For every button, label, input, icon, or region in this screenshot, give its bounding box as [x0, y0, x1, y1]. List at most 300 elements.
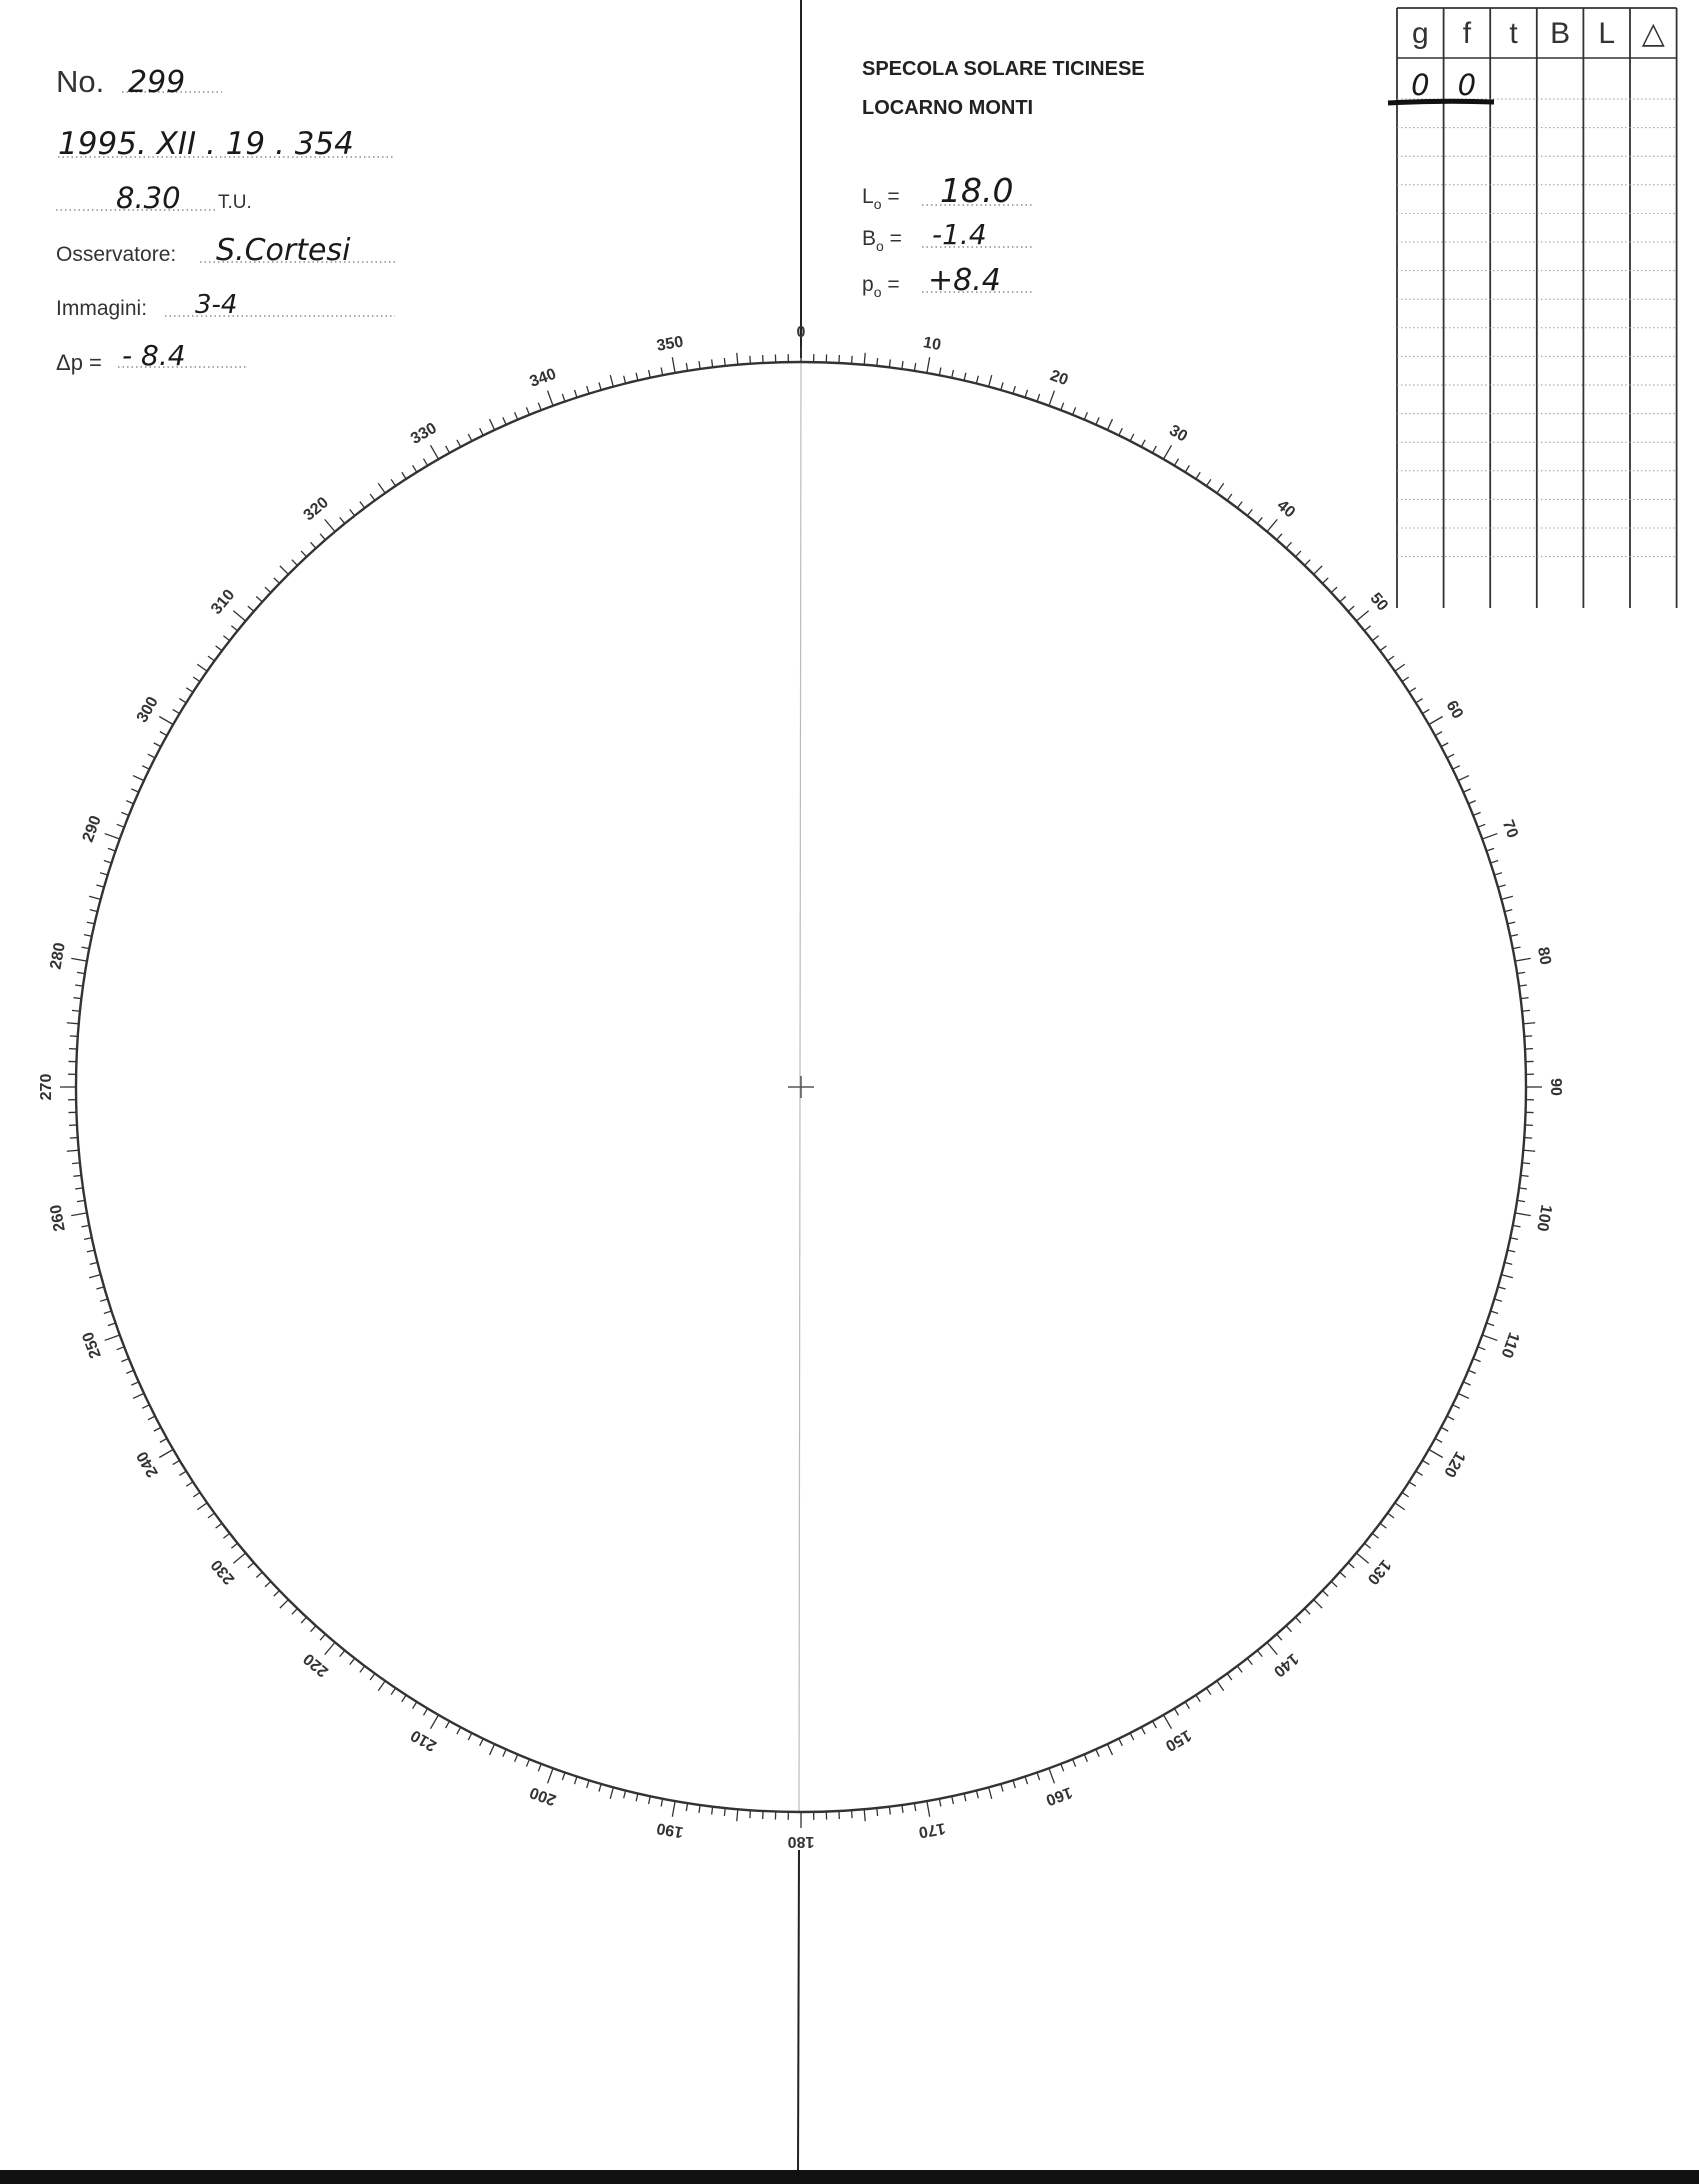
degree-tick	[1196, 472, 1200, 479]
degree-tick	[1331, 1581, 1337, 1586]
degree-tick	[1323, 578, 1329, 584]
degree-tick	[1013, 1780, 1015, 1788]
degree-tick	[1364, 626, 1370, 631]
degree-tick	[964, 373, 966, 381]
degree-tick	[1084, 412, 1087, 419]
degree-tick	[105, 1335, 120, 1340]
degree-tick	[939, 367, 941, 375]
degree-label: 30	[1166, 421, 1191, 446]
degree-tick	[737, 1809, 738, 1821]
degree-tick	[1458, 776, 1469, 781]
degree-tick	[1513, 1225, 1521, 1227]
degree-tick	[402, 1695, 406, 1702]
degree-tick	[1372, 636, 1378, 641]
degree-tick	[699, 1805, 700, 1813]
degree-tick	[1305, 1609, 1311, 1615]
degree-tick	[90, 1262, 98, 1264]
degree-label: 10	[921, 334, 943, 355]
degree-label: 270	[38, 1073, 56, 1101]
degree-tick	[574, 390, 576, 398]
p0-value: +8.4	[928, 263, 1001, 298]
degree-label: 290	[79, 813, 105, 845]
degree-tick	[750, 1810, 751, 1818]
degree-tick	[712, 359, 713, 367]
degree-tick	[233, 1553, 245, 1563]
dp-value: - 8.4	[122, 339, 186, 372]
degree-tick	[179, 1471, 186, 1475]
degree-tick	[1141, 1727, 1145, 1734]
degree-tick	[976, 1790, 978, 1798]
degree-tick	[1453, 1405, 1460, 1409]
degree-tick	[1468, 1370, 1475, 1373]
degree-label: 310	[208, 586, 239, 618]
degree-tick	[1227, 494, 1232, 500]
degree-tick	[1049, 391, 1054, 406]
degree-tick	[877, 1808, 878, 1816]
degree-tick	[77, 972, 85, 973]
degree-tick	[1348, 606, 1354, 611]
degree-tick	[1504, 910, 1512, 912]
degree-tick	[610, 375, 613, 387]
degree-tick	[1409, 1482, 1416, 1486]
degree-label: 320	[300, 494, 332, 525]
degree-label: 20	[1047, 367, 1071, 390]
degree-tick	[737, 353, 738, 365]
degree-tick	[661, 1799, 663, 1807]
date-value: 1995. XII . 19 . 354	[58, 126, 354, 162]
degree-tick	[1517, 972, 1525, 973]
degree-tick	[142, 1405, 149, 1409]
degree-tick	[468, 434, 472, 441]
degree-tick	[431, 1715, 439, 1729]
table-header-cell: △	[1641, 17, 1665, 50]
degree-label: 70	[1498, 817, 1521, 841]
degree-tick	[1295, 551, 1300, 557]
degree-tick	[197, 664, 207, 671]
degree-tick	[1185, 1702, 1189, 1709]
images-label: Immagini:	[56, 297, 148, 320]
degree-tick	[126, 1370, 133, 1373]
sunspot-table	[1388, 8, 1677, 608]
degree-tick	[1141, 440, 1145, 447]
degree-tick	[538, 403, 541, 410]
degree-tick	[1507, 1250, 1515, 1252]
degree-tick	[148, 1416, 155, 1420]
degree-tick	[402, 472, 406, 479]
degree-label: 110	[1497, 1329, 1523, 1361]
degree-tick	[1152, 1721, 1156, 1728]
degree-tick	[1501, 1275, 1513, 1278]
degree-tick	[75, 985, 83, 986]
degree-tick	[159, 1450, 173, 1458]
header-block	[56, 64, 395, 375]
degree-tick	[84, 1238, 92, 1240]
degree-tick	[1364, 1543, 1370, 1548]
degree-tick	[265, 1581, 271, 1586]
degree-tick	[515, 412, 518, 419]
degree-tick	[1340, 597, 1346, 602]
institution-line2: LOCARNO MONTI	[862, 97, 1034, 119]
degree-tick	[160, 1438, 167, 1442]
degree-tick	[490, 419, 495, 430]
degree-tick	[1416, 699, 1423, 703]
l0-label: $L_o$ =	[862, 185, 900, 212]
observer-label: Osservatore:	[56, 243, 177, 266]
degree-tick	[90, 910, 98, 912]
degree-tick	[446, 1721, 450, 1728]
degree-tick	[67, 1150, 79, 1151]
degree-tick	[914, 1803, 915, 1811]
degree-tick	[1305, 560, 1311, 566]
degree-tick	[108, 1323, 116, 1326]
degree-tick	[1130, 434, 1134, 441]
degree-label: 350	[655, 333, 685, 355]
degree-label: 120	[1440, 1448, 1469, 1480]
degree-tick	[96, 885, 104, 887]
degree-tick	[1152, 446, 1156, 453]
time-unit: T.U.	[218, 192, 252, 213]
degree-tick	[1247, 509, 1252, 515]
degree-tick	[1174, 459, 1178, 466]
degree-tick	[72, 1010, 80, 1011]
degree-tick	[480, 428, 484, 435]
degree-tick	[311, 1626, 316, 1632]
degree-tick	[208, 1513, 214, 1518]
degree-tick	[1510, 1238, 1518, 1240]
parameters-block	[862, 171, 1032, 300]
degree-tick	[1247, 1658, 1252, 1664]
degree-tick	[852, 356, 853, 364]
degree-tick	[370, 494, 375, 500]
degree-tick	[877, 358, 878, 366]
degree-tick	[1348, 1563, 1354, 1568]
degree-tick	[1025, 390, 1027, 398]
degree-tick	[587, 386, 589, 394]
b0-value: -1.4	[932, 218, 987, 251]
degree-tick	[914, 363, 915, 371]
degree-tick	[193, 677, 200, 681]
degree-tick	[370, 1674, 375, 1680]
degree-tick	[378, 1681, 385, 1691]
degree-tick	[208, 656, 214, 661]
degree-tick	[1524, 1036, 1532, 1037]
degree-tick	[1478, 824, 1485, 827]
table-header-cell: L	[1598, 17, 1616, 50]
table-header-row	[1412, 17, 1665, 50]
time-value: 8.30	[116, 181, 181, 215]
degree-tick	[1422, 709, 1429, 713]
degree-tick	[964, 1793, 966, 1801]
degree-tick	[1494, 1299, 1502, 1301]
degree-tick	[446, 446, 450, 453]
degree-label: 40	[1273, 496, 1299, 522]
degree-tick	[71, 1213, 87, 1216]
degree-tick	[413, 1702, 417, 1709]
degree-tick	[1501, 896, 1513, 899]
degree-tick	[70, 1138, 78, 1139]
degree-tick	[301, 1617, 306, 1623]
degree-tick	[902, 361, 903, 369]
degree-tick	[1356, 1553, 1368, 1563]
degree-tick	[173, 1460, 180, 1464]
meridian-line-bottom	[798, 1850, 799, 2172]
degree-tick	[1521, 1175, 1529, 1176]
degree-tick	[1409, 688, 1416, 692]
degree-tick	[548, 1768, 553, 1783]
observer-value: S.Cortesi	[216, 233, 351, 268]
degree-tick	[599, 1784, 601, 1792]
degree-tick	[292, 560, 298, 566]
degree-tick	[1295, 1617, 1300, 1623]
degree-tick	[1286, 1626, 1291, 1632]
degree-tick	[87, 922, 95, 924]
degree-label: 200	[527, 1783, 559, 1809]
degree-tick	[1164, 1715, 1172, 1729]
degree-tick	[104, 1311, 112, 1313]
degree-tick	[1447, 1416, 1454, 1420]
degree-tick	[360, 502, 365, 508]
degree-tick	[672, 357, 675, 373]
degree-tick	[1487, 848, 1495, 851]
degree-tick	[1416, 1471, 1423, 1475]
degree-tick	[280, 1600, 288, 1608]
institution-block	[862, 58, 1145, 119]
degree-tick	[1402, 677, 1409, 681]
degree-tick	[1388, 1513, 1394, 1518]
degree-tick	[131, 1382, 138, 1385]
degree-tick	[864, 1809, 865, 1821]
degree-tick	[179, 699, 186, 703]
degree-tick	[1107, 1744, 1112, 1755]
degree-tick	[1453, 766, 1460, 770]
degree-tick	[1314, 1600, 1322, 1608]
degree-tick	[939, 1799, 941, 1807]
degree-tick	[574, 1777, 576, 1785]
degree-tick	[186, 1482, 193, 1486]
degree-tick	[636, 1793, 638, 1801]
degree-tick	[1380, 1523, 1386, 1528]
degree-tick	[121, 1359, 128, 1362]
degree-tick	[1482, 1335, 1497, 1340]
degree-tick	[256, 1572, 262, 1577]
degree-tick	[1217, 483, 1224, 493]
degree-tick	[280, 566, 288, 574]
scan-edge-bar	[0, 2170, 1699, 2184]
images-value: 3-4	[195, 290, 238, 320]
degree-tick	[503, 1749, 506, 1756]
degree-tick	[89, 1275, 101, 1278]
table-grid	[1397, 8, 1677, 608]
b0-label: $B_o$ =	[862, 227, 902, 254]
degree-tick	[81, 1225, 89, 1227]
degree-tick	[952, 370, 954, 378]
degree-tick	[699, 361, 700, 369]
degree-tick	[186, 688, 193, 692]
degree-tick	[457, 1727, 461, 1734]
degree-tick	[1441, 1427, 1448, 1431]
degree-tick	[548, 391, 553, 406]
degree-tick	[340, 517, 345, 523]
degree-tick	[503, 417, 506, 424]
degree-tick	[133, 776, 144, 781]
degree-tick	[216, 646, 222, 651]
row-underline-mark	[1388, 101, 1494, 103]
degree-tick	[636, 373, 638, 381]
degree-tick	[750, 356, 751, 364]
degree-tick	[1257, 517, 1262, 523]
degree-tick	[457, 440, 461, 447]
degree-tick	[104, 860, 112, 862]
degree-tick	[1523, 1150, 1535, 1151]
degree-tick	[1524, 1138, 1532, 1139]
degree-tick	[117, 1347, 124, 1350]
degree-tick	[142, 766, 149, 770]
degree-tick	[73, 998, 81, 999]
degree-tick	[490, 1744, 495, 1755]
degree-tick	[248, 1563, 254, 1568]
degree-label: 60	[1442, 697, 1467, 722]
no-value: 299	[128, 65, 186, 100]
degree-tick	[1119, 428, 1123, 435]
degree-tick	[1402, 1492, 1409, 1496]
degree-tick	[952, 1796, 954, 1804]
degree-tick	[67, 1023, 79, 1024]
degree-tick	[1515, 1213, 1531, 1216]
degree-tick	[173, 709, 180, 713]
degree-tick	[1096, 1749, 1099, 1756]
degree-tick	[320, 1634, 325, 1640]
degree-tick	[121, 812, 128, 815]
degree-tick	[1025, 1777, 1027, 1785]
degree-tick	[391, 1688, 395, 1695]
degree-tick	[233, 611, 245, 621]
degree-label: 300	[133, 694, 162, 726]
degree-tick	[686, 363, 687, 371]
degree-tick	[84, 935, 92, 937]
degree-tick	[1441, 743, 1448, 747]
degree-label: 280	[47, 941, 69, 971]
degree-tick	[292, 1609, 298, 1615]
degree-tick	[649, 370, 651, 378]
degree-tick	[105, 834, 120, 839]
degree-tick	[350, 1658, 355, 1664]
degree-tick	[154, 1427, 161, 1431]
degree-tick	[148, 754, 155, 758]
degree-tick	[81, 947, 89, 949]
degree-tick	[1510, 935, 1518, 937]
degree-tick	[1522, 1163, 1530, 1164]
degree-tick	[1314, 566, 1322, 574]
degree-label: 80	[1533, 945, 1554, 967]
table-header-cell: t	[1509, 17, 1518, 50]
degree-tick	[301, 551, 306, 557]
degree-tick	[423, 459, 427, 466]
degree-tick	[423, 1708, 427, 1715]
degree-tick	[1487, 1323, 1495, 1326]
degree-label: 220	[300, 1649, 332, 1680]
degree-tick	[1196, 1695, 1200, 1702]
dp-label: Δp =	[56, 350, 102, 375]
degree-tick	[1513, 947, 1521, 949]
degree-tick	[223, 1533, 229, 1538]
degree-tick	[325, 519, 335, 531]
degree-tick	[1073, 1759, 1076, 1766]
degree-label: 160	[1043, 1783, 1075, 1809]
degree-tick	[1463, 1382, 1470, 1385]
degree-tick	[1519, 1188, 1527, 1189]
degree-tick	[1515, 958, 1531, 961]
degree-tick	[413, 465, 417, 472]
degree-tick	[989, 375, 992, 387]
table-cell: 0	[1411, 68, 1430, 102]
degree-tick	[160, 732, 167, 736]
degree-tick	[1435, 732, 1442, 736]
degree-label: 150	[1162, 1726, 1194, 1755]
degree-tick	[274, 1591, 280, 1597]
degree-tick	[1473, 812, 1480, 815]
degree-tick	[1217, 1681, 1224, 1691]
degree-tick	[1507, 922, 1515, 924]
degree-tick	[515, 1754, 518, 1761]
degree-tick	[1073, 407, 1076, 414]
degree-tick	[989, 1787, 992, 1799]
degree-tick	[1049, 1768, 1054, 1783]
degree-tick	[1267, 1642, 1277, 1654]
degree-tick	[1498, 1287, 1506, 1289]
degree-tick	[1206, 1688, 1210, 1695]
degree-tick	[1185, 465, 1189, 472]
degree-tick	[77, 1200, 85, 1201]
degree-tick	[1257, 1650, 1262, 1656]
degree-tick	[538, 1764, 541, 1771]
degree-tick	[1001, 1784, 1003, 1792]
degree-tick	[1164, 445, 1172, 459]
degree-tick	[350, 509, 355, 515]
degree-tick	[852, 1810, 853, 1818]
table-header-cell: B	[1550, 17, 1571, 50]
degree-tick	[1013, 386, 1015, 394]
no-label: No.	[56, 64, 105, 99]
degree-tick	[1521, 998, 1529, 999]
degree-tick	[562, 394, 565, 402]
degree-tick	[159, 717, 173, 725]
degree-tick	[96, 1287, 104, 1289]
degree-tick	[1061, 403, 1064, 410]
degree-tick	[1277, 1634, 1282, 1640]
table-cell: 0	[1457, 68, 1477, 102]
degree-label: 210	[408, 1726, 440, 1755]
degree-tick	[1356, 611, 1368, 621]
degree-tick	[1119, 1739, 1123, 1746]
degree-tick	[649, 1796, 651, 1804]
degree-tick	[1037, 1773, 1040, 1781]
degree-tick	[1037, 394, 1040, 402]
degree-tick	[672, 1801, 675, 1817]
degree-tick	[1206, 479, 1210, 486]
p0-label: $p_o$ =	[862, 273, 900, 300]
degree-tick	[610, 1787, 613, 1799]
degree-tick	[1237, 1666, 1242, 1672]
degree-tick	[1435, 1438, 1442, 1442]
degree-tick	[1277, 534, 1282, 540]
degree-tick	[1519, 985, 1527, 986]
degree-tick	[1504, 1262, 1512, 1264]
degree-tick	[1388, 656, 1394, 661]
degree-tick	[889, 359, 890, 367]
degree-tick	[274, 578, 280, 584]
degree-tick	[661, 367, 663, 375]
degree-tick	[360, 1666, 365, 1672]
